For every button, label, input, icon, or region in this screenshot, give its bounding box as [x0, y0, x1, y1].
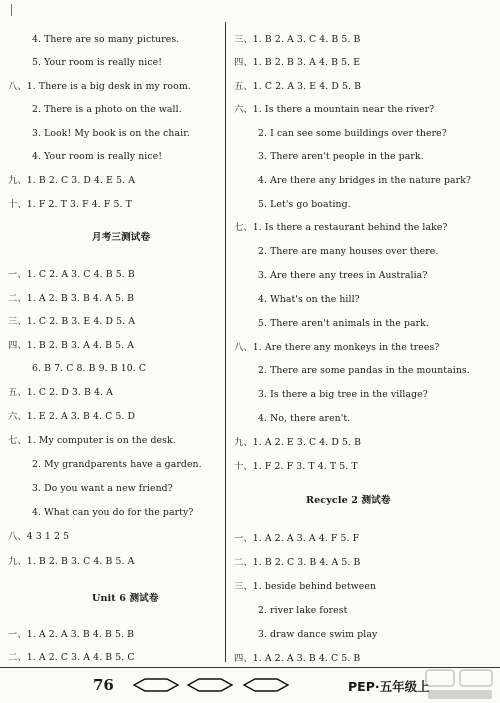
answer-line: 3. Is there a big tree in the village? [258, 389, 428, 400]
page-number: 76 [93, 676, 114, 694]
answer-line: 3. Look! My book is on the chair. [32, 128, 190, 139]
answer-line: 九、1. B 2. B 3. C 4. B 5. A [8, 556, 135, 567]
answer-line: 5. Your room is really nice! [32, 57, 163, 68]
answer-line: 2. There are many houses over there. [258, 246, 439, 257]
answer-line: 2. There are some pandas in the mountains. [258, 365, 470, 376]
watermark-logo-icon [422, 668, 498, 702]
answer-line: 二、1. B 2. C 3. B 4. A 5. B [234, 557, 361, 568]
answer-line: 二、1. A 2. C 3. A 4. B 5. C [8, 652, 135, 663]
margin-tick [11, 4, 12, 16]
answer-line: 十、1. F 2. F 3. T 4. T 5. T [234, 461, 358, 472]
answer-line: 一、1. A 2. A 3. A 4. F 5. F [234, 533, 360, 544]
answer-line: 四、1. B 2. B 3. A 4. B 5. A [8, 340, 135, 351]
answer-line: 七、1. My computer is on the desk. [8, 435, 176, 446]
answer-line: 3. Do you want a new friend? [32, 483, 173, 494]
answer-line: 一、1. A 2. A 3. B 4. B 5. B [8, 629, 135, 640]
answer-line: 七、1. Is there a restaurant behind the lake? [234, 222, 448, 233]
answer-line: 四、1. B 2. B 3. A 4. B 5. E [234, 57, 361, 68]
answer-line: 三、1. C 2. B 3. E 4. D 5. A [8, 316, 136, 327]
diamond-ornament-icon [243, 678, 289, 692]
answer-line: 八、1. Are there any monkeys in the trees? [234, 342, 440, 353]
answer-line: 二、1. A 2. B 3. B 4. A 5. B [8, 293, 135, 304]
answer-line: 三、1. beside behind between [234, 581, 377, 592]
answer-line: 六、1. Is there a mountain near the river? [234, 104, 435, 115]
diamond-ornament-icon [187, 678, 233, 692]
answer-line: 5. Let's go boating. [258, 199, 351, 210]
answer-line: 4. What can you do for the party? [32, 507, 194, 518]
answer-line: 一、1. C 2. A 3. C 4. B 5. B [8, 269, 135, 280]
answer-line: 五、1. C 2. A 3. E 4. D 5. B [234, 81, 362, 92]
column-divider [225, 22, 226, 662]
answer-line: 3. There aren't people in the park. [258, 151, 424, 162]
answer-line: 2. My grandparents have a garden. [32, 459, 202, 470]
answer-line: 四、1. A 2. A 3. B 4. C 5. B [234, 653, 361, 664]
answer-line: 九、1. A 2. E 3. C 4. D 5. B [234, 437, 362, 448]
section-title: Unit 6 测试卷 [92, 593, 159, 604]
answer-line: 3. draw dance swim play [258, 629, 378, 640]
answer-line: 六、1. E 2. A 3. B 4. C 5. D [8, 411, 136, 422]
answer-line: 十、1. F 2. T 3. F 4. F 5. T [8, 199, 132, 210]
answer-line: 6. B 7. C 8. B 9. B 10. C [32, 363, 147, 374]
answer-line: 5. There aren't animals in the park. [258, 318, 429, 329]
answer-line: 4. No, there aren't. [258, 413, 351, 424]
answer-line: 九、1. B 2. C 3. D 4. E 5. A [8, 175, 136, 186]
answer-line: 4. Are there any bridges in the nature park? [258, 175, 472, 186]
answer-line: 八、4 3 1 2 5 [8, 531, 70, 542]
section-title: 月考三测试卷 [92, 232, 151, 243]
section-title: Recycle 2 测试卷 [306, 495, 391, 506]
answer-line: 4. There are so many pictures. [32, 34, 180, 45]
answer-line: 2. There is a photo on the wall. [32, 104, 182, 115]
diamond-ornament-icon [133, 678, 179, 692]
answer-line: 八、1. There is a big desk in my room. [8, 81, 191, 92]
answer-line: 4. Your room is really nice! [32, 151, 163, 162]
answer-line: 4. What's on the hill? [258, 294, 360, 305]
answer-line: 3. Are there any trees in Australia? [258, 270, 428, 281]
footer-book-label: PEP·五年级上 [348, 679, 430, 694]
answer-line: 2. I can see some buildings over there? [258, 128, 447, 139]
answer-line: 五、1. C 2. D 3. B 4. A [8, 387, 113, 398]
answer-line: 三、1. B 2. A 3. C 4. B 5. B [234, 34, 361, 45]
answer-line: 2. river lake forest [258, 605, 348, 616]
